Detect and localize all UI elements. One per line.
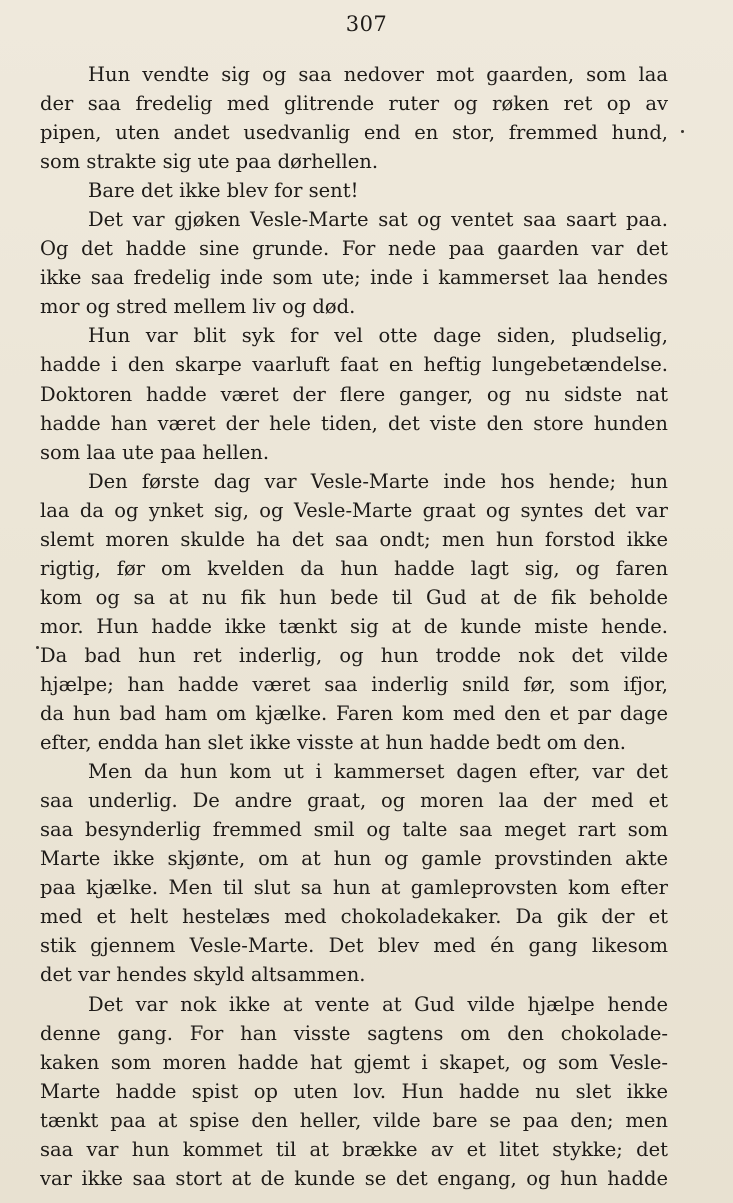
text-line: tænkt paa at spise den heller, vilde bare se paa den; men xyxy=(40,1108,668,1132)
text-line: saa var hun kommet til at brække av et litet stykke; det xyxy=(40,1137,668,1161)
text-line: hadde i den skarpe vaarluft faat en heftig lungebetændelse. xyxy=(40,353,668,377)
margin-speck xyxy=(36,646,39,649)
body-text xyxy=(40,60,668,1193)
text-line: Doktoren hadde været der flere ganger, og nu sidste nat xyxy=(40,382,668,406)
text-line: Det var gjøken Vesle-Marte sat og ventet saa saart paa. xyxy=(88,208,668,232)
text-line: Da bad hun ret inderlig, og hun trodde nok det vilde xyxy=(40,643,668,667)
text-line: hjælpe; han hadde været saa inderlig snild før, som ifjor, xyxy=(40,672,668,696)
text-line: efter, endda han slet ikke visste at hun hadde bedt om den. xyxy=(40,731,626,755)
text-line: Hun var blit syk for vel otte dage siden, pludselig, xyxy=(88,324,668,348)
text-line: som laa ute paa hellen. xyxy=(40,440,270,464)
text-line: Bare det ikke blev for sent! xyxy=(88,179,359,203)
text-line: rigtig, før om kvelden da hun hadde lagt sig, og faren xyxy=(40,556,668,580)
text-line: Det var nok ikke at vente at Gud vilde hjælpe hende xyxy=(88,992,668,1016)
text-line: stik gjennem Vesle-Marte. Det blev med én gang likesom xyxy=(40,934,668,958)
text-line: slemt moren skulde ha det saa ondt; men hun forstod ikke xyxy=(40,527,668,551)
text-line: mor. Hun hadde ikke tænkt sig at de kunde miste hende. xyxy=(40,614,668,638)
text-line: med et helt hestelæs med chokoladekaker. Da gik der et xyxy=(40,905,668,929)
text-line: pipen, uten andet usedvanlig end en stor, fremmed hund, xyxy=(40,121,668,145)
text-line: Men da hun kom ut i kammerset dagen efter, var det xyxy=(88,760,668,784)
text-line: denne gang. For han visste sagtens om den chokolade- xyxy=(40,1021,668,1045)
page-number: 307 xyxy=(345,12,388,36)
text-line: saa underlig. De andre graat, og moren laa der med et xyxy=(40,789,668,813)
text-line: Hun vendte sig og saa nedover mot gaarden, som laa xyxy=(88,63,668,86)
text-line: som strakte sig ute paa dørhellen. xyxy=(40,150,379,174)
text-line: Marte hadde spist op uten lov. Hun hadde nu slet ikke xyxy=(40,1079,668,1103)
text-line: saa besynderlig fremmed smil og talte saa meget rart som xyxy=(40,818,668,842)
text-line: kom og sa at nu fik hun bede til Gud at de fik beholde xyxy=(40,585,668,609)
text-line: var ikke saa stort at de kunde se det engang, og hun hadde xyxy=(40,1166,668,1190)
margin-speck xyxy=(681,130,684,133)
text-line: ikke saa fredelig inde som ute; inde i kammerset laa hendes xyxy=(40,266,668,290)
text-line: laa da og ynket sig, og Vesle-Marte graat og syntes det var xyxy=(40,498,668,522)
text-line: da hun bad ham om kjælke. Faren kom med den et par dage xyxy=(40,702,668,726)
text-line: mor og stred mellem liv og død. xyxy=(40,295,356,319)
text-line: Og det hadde sine grunde. For nede paa gaarden var det xyxy=(40,237,668,261)
text-line: hadde han været der hele tiden, det viste den store hunden xyxy=(40,411,668,435)
text-line: kaken som moren hadde hat gjemt i skapet, og som Vesle- xyxy=(40,1050,668,1074)
text-line: Den første dag var Vesle-Marte inde hos hende; hun xyxy=(88,469,668,493)
text-line: Marte ikke skjønte, om at hun og gamle provstinden akte xyxy=(40,847,668,871)
text-line: paa kjælke. Men til slut sa hun at gamleprovsten kom efter xyxy=(40,876,668,900)
text-line: der saa fredelig med glitrende ruter og røken ret op av xyxy=(40,92,668,116)
text-line: det var hendes skyld altsammen. xyxy=(40,963,366,987)
